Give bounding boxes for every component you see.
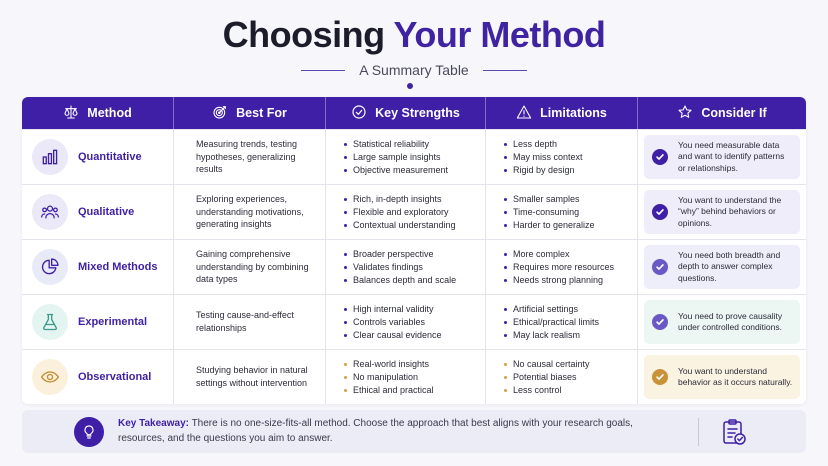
check-icon xyxy=(652,204,668,220)
best-for-cell: Measuring trends, testing hypotheses, generalizing results xyxy=(174,130,326,184)
takeaway-text xyxy=(118,417,678,446)
best-for-cell: Gaining comprehensive understanding by combining data types xyxy=(174,240,326,294)
divider-right xyxy=(483,70,527,71)
list-item: More complex xyxy=(504,249,637,259)
method-cell xyxy=(22,240,174,294)
method-name: Experimental xyxy=(78,316,148,328)
lightbulb-icon xyxy=(74,417,104,447)
list-item: No manipulation xyxy=(344,372,485,382)
list-item: Harder to generalize xyxy=(504,220,637,230)
eye-icon xyxy=(32,359,68,395)
consider-cell xyxy=(638,130,806,184)
check-icon xyxy=(652,259,668,275)
consider-box xyxy=(644,135,800,179)
pie-chart-icon xyxy=(32,249,68,285)
list-item: Real-world insights xyxy=(344,359,485,369)
title-accent: Your Method xyxy=(393,14,606,55)
consider-text: You want to understand the “why” behind behaviors or opinions. xyxy=(678,194,782,228)
table-row xyxy=(22,184,806,239)
consider-text: You need to prove causality under controlled conditions. xyxy=(678,310,783,332)
table-row xyxy=(22,129,806,184)
people-icon xyxy=(32,194,68,230)
method-cell xyxy=(22,295,174,349)
list-item: Objective measurement xyxy=(344,165,485,175)
best-for-cell: Testing cause-and-effect relationships xyxy=(174,295,326,349)
limitations-list xyxy=(486,185,638,239)
table-header xyxy=(22,97,806,129)
best-for-cell: Exploring experiences, understanding motivations, generating insights xyxy=(174,185,326,239)
strengths-list xyxy=(326,350,486,404)
list-item: May lack realism xyxy=(504,330,637,340)
method-name: Qualitative xyxy=(78,206,135,218)
limitations-list xyxy=(486,130,638,184)
header-method-label: Method xyxy=(87,106,132,120)
list-item: Statistical reliability xyxy=(344,139,485,149)
header-best-for-label: Best For xyxy=(236,106,287,120)
method-name: Mixed Methods xyxy=(78,261,158,273)
list-item: Needs strong planning xyxy=(504,275,637,285)
header-method xyxy=(22,97,174,129)
strengths-list xyxy=(326,185,486,239)
consider-box xyxy=(644,190,800,234)
list-item: Time-consuming xyxy=(504,207,637,217)
list-item: Potential biases xyxy=(504,372,637,382)
list-item: Rich, in-depth insights xyxy=(344,194,485,204)
list-item: Requires more resources xyxy=(504,262,637,272)
title-main: Choosing xyxy=(222,14,385,55)
subtitle: A Summary Table xyxy=(359,62,469,78)
list-item: Ethical/practical limits xyxy=(504,317,637,327)
list-item: Controls variables xyxy=(344,317,485,327)
list-item: Flexible and exploratory xyxy=(344,207,485,217)
list-item: Clear causal evidence xyxy=(344,330,485,340)
consider-cell xyxy=(638,240,806,294)
list-item: Smaller samples xyxy=(504,194,637,204)
header-consider xyxy=(638,97,806,129)
strengths-list xyxy=(326,130,486,184)
warning-icon xyxy=(516,104,532,123)
consider-box xyxy=(644,245,800,289)
limitations-list xyxy=(486,240,638,294)
header-strengths-label: Key Strengths xyxy=(375,106,460,120)
list-item: High internal validity xyxy=(344,304,485,314)
table-row xyxy=(22,294,806,349)
star-icon xyxy=(677,104,693,123)
consider-cell xyxy=(638,350,806,404)
flask-icon xyxy=(32,304,68,340)
scale-icon xyxy=(63,104,79,123)
list-item: Balances depth and scale xyxy=(344,275,485,285)
check-icon xyxy=(652,314,668,330)
header-consider-label: Consider If xyxy=(701,106,767,120)
header-strengths xyxy=(326,97,486,129)
consider-box xyxy=(644,300,800,344)
subtitle-row xyxy=(0,62,828,78)
header-limitations xyxy=(486,97,638,129)
limitations-list xyxy=(486,350,638,404)
limitations-list xyxy=(486,295,638,349)
list-item: Less depth xyxy=(504,139,637,149)
method-cell xyxy=(22,185,174,239)
takeaway-body: There is no one-size-fits-all method. Choose the approach that best aligns with your research goals, resources, and the questions you aim to answer. xyxy=(118,418,633,444)
consider-cell xyxy=(638,185,806,239)
decorative-dot xyxy=(407,83,413,89)
table-row xyxy=(22,239,806,294)
check-icon xyxy=(652,369,668,385)
list-item: No causal certainty xyxy=(504,359,637,369)
consider-cell xyxy=(638,295,806,349)
strengths-list xyxy=(326,240,486,294)
check-icon xyxy=(652,149,668,165)
key-takeaway xyxy=(22,410,806,453)
clipboard-check-icon xyxy=(721,418,747,446)
header-limitations-label: Limitations xyxy=(540,106,607,120)
takeaway-label: Key Takeaway: xyxy=(118,418,189,429)
method-cell xyxy=(22,350,174,404)
check-circle-icon xyxy=(351,104,367,123)
bar-chart-icon xyxy=(32,139,68,175)
list-item: Broader perspective xyxy=(344,249,485,259)
method-name: Observational xyxy=(78,371,152,383)
divider-left xyxy=(301,70,345,71)
list-item: Large sample insights xyxy=(344,152,485,162)
consider-box xyxy=(644,355,800,399)
list-item: Validates findings xyxy=(344,262,485,272)
list-item: Rigid by design xyxy=(504,165,637,175)
list-item: May miss context xyxy=(504,152,637,162)
header-best-for xyxy=(174,97,326,129)
list-item: Artificial settings xyxy=(504,304,637,314)
consider-text: You want to understand behavior as it occurs naturally. xyxy=(678,365,793,387)
consider-text: You need measurable data and want to identify patterns or relationships. xyxy=(678,139,785,173)
consider-text: You need both breadth and depth to answer complex questions. xyxy=(678,249,781,283)
page-title xyxy=(0,14,828,56)
target-icon xyxy=(212,104,228,123)
method-cell xyxy=(22,130,174,184)
strengths-list xyxy=(326,295,486,349)
best-for-cell: Studying behavior in natural settings without intervention xyxy=(174,350,326,404)
list-item: Contextual understanding xyxy=(344,220,485,230)
table-row xyxy=(22,349,806,404)
summary-table xyxy=(22,97,806,404)
list-item: Ethical and practical xyxy=(344,385,485,395)
method-name: Quantitative xyxy=(78,151,142,163)
takeaway-divider xyxy=(698,418,699,446)
list-item: Less control xyxy=(504,385,637,395)
